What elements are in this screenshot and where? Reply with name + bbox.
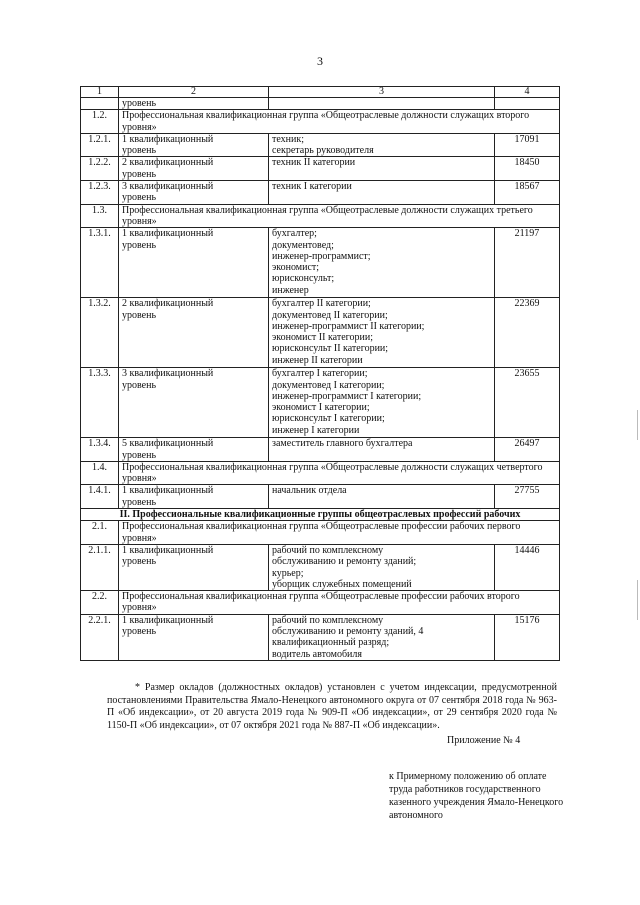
positions-cell: техник II категории	[269, 157, 495, 181]
section-title-cell: II. Профессиональные квалификационные группы общеотраслевых профессий рабочих	[81, 509, 560, 521]
table-header-row	[81, 87, 560, 98]
level-cell: 1 квалификационный уровень	[119, 228, 269, 298]
table-row	[81, 521, 560, 545]
level-cell: 3 квалификационный уровень	[119, 368, 269, 438]
table-row	[81, 204, 560, 228]
level-cell: 1 квалификационный уровень	[119, 614, 269, 660]
level-cell: 5 квалификационный уровень	[119, 438, 269, 462]
row-number-cell: 2.2.1.	[81, 614, 119, 660]
table-row	[81, 368, 560, 438]
group-number-cell: 2.1.	[81, 521, 119, 545]
row-number-cell: 1.3.2.	[81, 298, 119, 368]
row-number-cell	[81, 98, 119, 110]
table-row	[81, 438, 560, 462]
row-number-cell: 1.3.3.	[81, 368, 119, 438]
level-cell: уровень	[119, 98, 269, 110]
row-number-cell: 1.3.4.	[81, 438, 119, 462]
table-row	[81, 181, 560, 205]
table-row	[81, 298, 560, 368]
salary-cell: 22369	[495, 298, 560, 368]
row-number-cell: 1.3.1.	[81, 228, 119, 298]
level-cell: 1 квалификационный уровень	[119, 485, 269, 509]
salary-cell: 27755	[495, 485, 560, 509]
table-row	[81, 157, 560, 181]
table-row	[81, 509, 560, 521]
table-row	[81, 544, 560, 590]
group-title-cell: Профессиональная квалификационная группа «Общеотраслевые профессии рабочих второго уровня»	[119, 591, 560, 615]
table-row	[81, 461, 560, 485]
table-row	[81, 98, 560, 110]
group-number-cell: 1.2.	[81, 110, 119, 134]
group-title-cell: Профессиональная квалификационная группа «Общеотраслевые должности служащих четвертого уровня»	[119, 461, 560, 485]
group-number-cell: 2.2.	[81, 591, 119, 615]
positions-cell: бухгалтер II категории; документовед II категории; инженер-программист II категории; экономист II категории; юрисконсульт II категории; инженер II категории	[269, 298, 495, 368]
page-number: 3	[317, 54, 323, 68]
salary-cell: 15176	[495, 614, 560, 660]
positions-cell	[269, 98, 495, 110]
table-row	[81, 110, 560, 134]
row-number-cell: 1.2.2.	[81, 157, 119, 181]
group-title-cell: Профессиональная квалификационная группа «Общеотраслевые должности служащих третьего уровня»	[119, 204, 560, 228]
positions-cell: техник I категории	[269, 181, 495, 205]
salary-table	[80, 86, 560, 661]
positions-cell: заместитель главного бухгалтера	[269, 438, 495, 462]
level-cell: 1 квалификационный уровень	[119, 544, 269, 590]
positions-cell: бухгалтер I категории; документовед I категории; инженер-программист I категории; экономист I категории; юрисконсульт I категории; инженер I категории	[269, 368, 495, 438]
salary-cell: 17091	[495, 133, 560, 157]
margin-mark	[637, 410, 638, 440]
margin-mark	[637, 580, 638, 620]
header-cell: 1	[81, 87, 119, 98]
salary-cell: 18567	[495, 181, 560, 205]
salary-cell: 26497	[495, 438, 560, 462]
table-row	[81, 614, 560, 660]
appendix-text: к Примерному положению об оплате труда работников государственного казенного учреждения Ямало-Ненецкого автономного	[389, 771, 564, 821]
level-cell: 2 квалификационный уровень	[119, 298, 269, 368]
level-cell: 3 квалификационный уровень	[119, 181, 269, 205]
positions-cell: рабочий по комплексному обслуживанию и ремонту зданий; курьер; уборщик служебных помещений	[269, 544, 495, 590]
level-cell: 1 квалификационный уровень	[119, 133, 269, 157]
appendix-title: Приложение № 4	[447, 735, 521, 746]
level-cell: 2 квалификационный уровень	[119, 157, 269, 181]
positions-cell: бухгалтер; документовед; инженер-программист; экономист; юрисконсульт; инженер	[269, 228, 495, 298]
group-number-cell: 1.4.	[81, 461, 119, 485]
row-number-cell: 1.2.1.	[81, 133, 119, 157]
group-title-cell: Профессиональная квалификационная группа «Общеотраслевые должности служащих второго уровня»	[119, 110, 560, 134]
row-number-cell: 1.2.3.	[81, 181, 119, 205]
group-title-cell: Профессиональная квалификационная группа «Общеотраслевые профессии рабочих первого уровня»	[119, 521, 560, 545]
table-row	[81, 133, 560, 157]
row-number-cell: 1.4.1.	[81, 485, 119, 509]
footnote: * Размер окладов (должностных окладов) установлен с учетом индексации, предусмотренной постановлениями Правительства Ямало-Ненецкого автономного округа от 07 сентября 2018 года № 963-П «Об индексации», от 20 августа 2019 года № 909-П «Об индексации», от 29 сентября 2020 года № 1150-П «Об индексации», от 07 октября 2021 года № 887-П «Об индексации».	[107, 682, 557, 731]
header-cell: 2	[119, 87, 269, 98]
header-cell: 4	[495, 87, 560, 98]
salary-cell: 21197	[495, 228, 560, 298]
salary-cell: 14446	[495, 544, 560, 590]
salary-cell: 18450	[495, 157, 560, 181]
table-row	[81, 591, 560, 615]
table-row	[81, 228, 560, 298]
positions-cell: начальник отдела	[269, 485, 495, 509]
salary-cell: 23655	[495, 368, 560, 438]
group-number-cell: 1.3.	[81, 204, 119, 228]
positions-cell: рабочий по комплексному обслуживанию и ремонту зданий, 4 квалификационный разряд; водитель автомобиля	[269, 614, 495, 660]
positions-cell: техник; секретарь руководителя	[269, 133, 495, 157]
row-number-cell: 2.1.1.	[81, 544, 119, 590]
salary-cell	[495, 98, 560, 110]
header-cell: 3	[269, 87, 495, 98]
table-row	[81, 485, 560, 509]
